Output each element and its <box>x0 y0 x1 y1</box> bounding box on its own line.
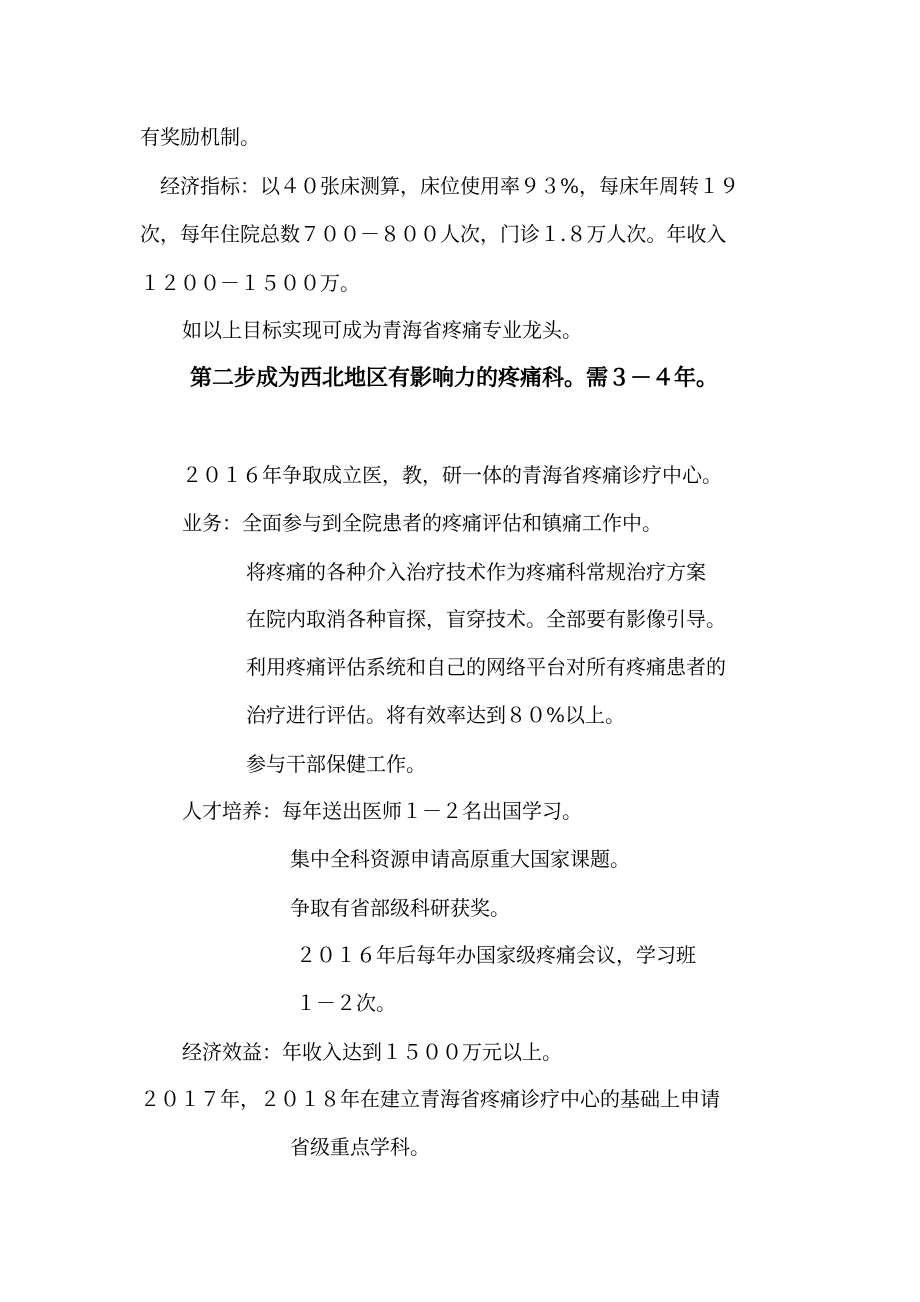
text-line-18: １－２次。 <box>296 991 396 1015</box>
text-line-2: 经济指标：以４０张床测算，床位使用率９３%，每床年周转１９ <box>160 174 740 198</box>
text-line-16: 争取有省部级科研获奖。 <box>290 896 510 920</box>
text-line-21: 省级重点学科。 <box>290 1135 430 1159</box>
text-line-14: 人才培养：每年送出医师１－２名出国学习。 <box>182 799 582 823</box>
text-line-9: 将疼痛的各种介入治疗技术作为疼痛科常规治疗方案 <box>246 560 706 584</box>
text-line-17: ２０１６年后每年办国家级疼痛会议，学习班 <box>296 943 696 967</box>
text-line-7: ２０１６年争取成立医，教，研一体的青海省疼痛诊疗中心。 <box>182 463 722 487</box>
text-line-19: 经济效益：年收入达到１５００万元以上。 <box>182 1040 562 1064</box>
text-line-4: １２００－１５００万。 <box>140 271 360 295</box>
text-line-8: 业务：全面参与到全院患者的疼痛评估和镇痛工作中。 <box>182 511 662 535</box>
text-line-5: 如以上目标实现可成为青海省疼痛专业龙头。 <box>182 318 582 342</box>
section-heading: 第二步成为西北地区有影响力的疼痛科。需３－４年。 <box>190 366 719 391</box>
text-line-11: 利用疼痛评估系统和自己的网络平台对所有疼痛患者的 <box>246 655 726 679</box>
text-line-13: 参与干部保健工作。 <box>246 752 426 776</box>
text-line-10: 在院内取消各种盲探，盲穿技术。全部要有影像引导。 <box>246 607 726 631</box>
text-line-12: 治疗进行评估。将有效率达到８０%以上。 <box>246 703 626 727</box>
text-line-3: 次，每年住院总数７００－８００人次，门诊１.８万人次。年收入 <box>140 222 727 246</box>
text-line-15: 集中全科资源申请高原重大国家课题。 <box>290 847 630 871</box>
text-line-20: ２０１７年，２０１８年在建立青海省疼痛诊疗中心的基础上申请 <box>140 1087 720 1111</box>
text-line-1: 有奖励机制。 <box>140 125 260 149</box>
